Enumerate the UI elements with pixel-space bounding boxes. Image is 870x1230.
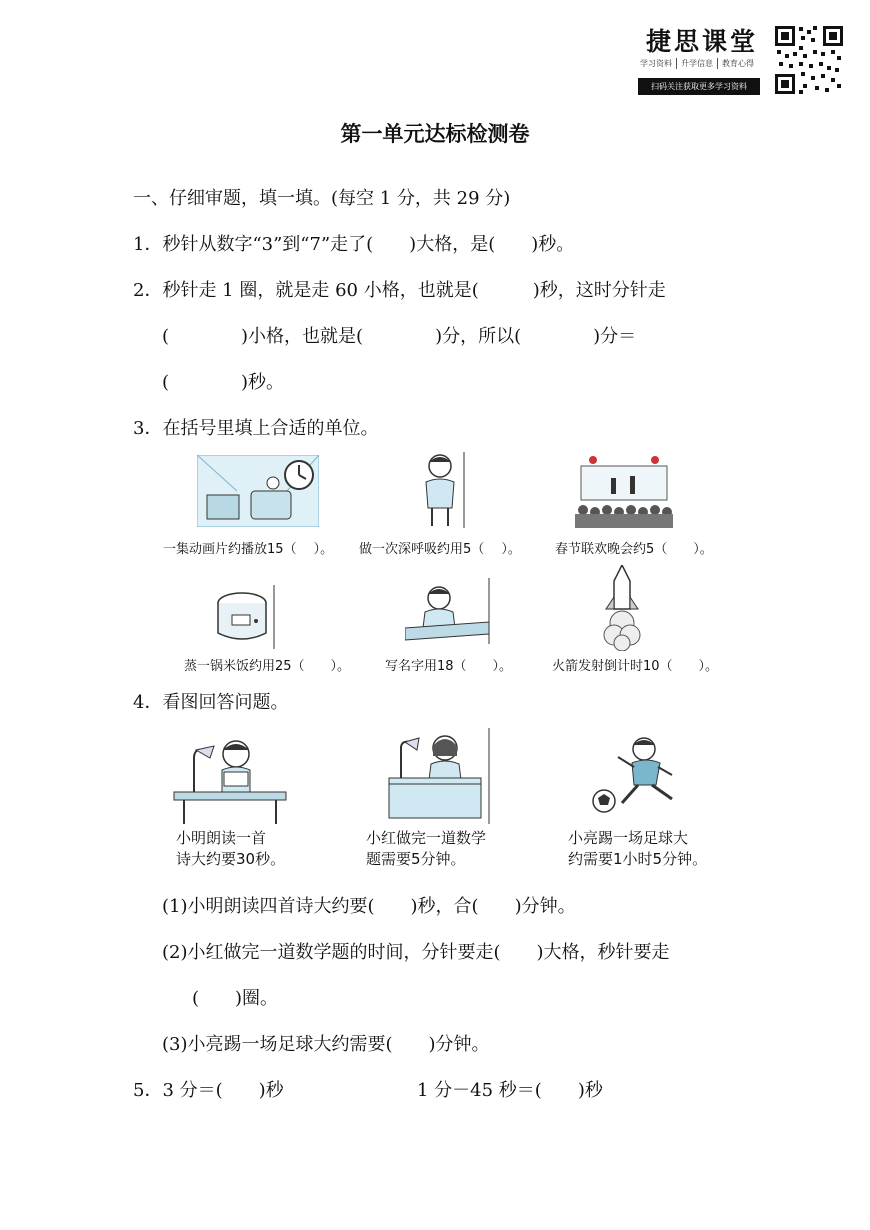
caption-xiaohong [366,828,486,870]
question-5-a: 5．3 分＝( )秒 [133,1080,284,1101]
question-3: 3．在括号里填上合适的单位。 [133,418,379,439]
caption-xiaoliang-line-2: 约需要1小时5分钟。 [568,850,708,868]
question-2-line-1: 2．秒针走 1 圈，就是走 60 小格，也就是( )秒，这时分针走 [133,280,666,301]
question-2-line-3: ( )秒。 [162,372,285,393]
scan-banner: 扫码关注获取更多学习资料 [638,78,760,95]
caption-breath: 做一次深呼吸约用5（ ）。 [359,542,521,557]
boy-playing-soccer-illustration [590,735,690,817]
caption-xiaoming-line-1: 小明朗读一首 [176,829,267,847]
spring-gala-stage-illustration [575,452,673,528]
caption-xiaohong-line-1: 小红做完一道数学 [366,829,487,847]
tag-education: 教育心得 [722,59,754,68]
section-heading: 一、仔细审题，填一填。(每空 1 分，共 29 分) [133,188,511,209]
question-4-part-2-line-1: (2)小红做完一道数学题的时间，分针要走( )大格，秒针要走 [162,942,670,963]
girl-doing-math-illustration [385,728,491,824]
question-4-part-2-line-2: ( )圈。 [192,988,279,1009]
caption-xiaoming-line-2: 诗大约要30秒。 [176,850,286,868]
boy-writing-illustration [405,578,491,644]
caption-rocket: 火箭发射倒计时10（ ）。 [552,659,719,674]
question-4: 4．看图回答问题。 [133,692,289,713]
question-2-line-2: ( )小格，也就是( )分，所以( )分＝ [162,326,637,347]
tag-study: 学习资料 [640,58,677,69]
brand-logo-text: 捷思课堂 [646,27,759,56]
page-title: 第一单元达标检测卷 [340,122,530,146]
caption-rice: 蒸一锅米饭约用25（ ）。 [184,659,351,674]
question-4-part-3: (3)小亮踢一场足球大约需要( )分钟。 [162,1034,490,1055]
rice-cooker-illustration [212,585,280,649]
tag-admission: 升学信息 [681,58,718,69]
boy-reading-illustration [170,728,290,824]
caption-cartoon: 一集动画片约播放15（ ）。 [163,542,334,557]
caption-xiaoliang-line-1: 小亮踢一场足球大 [568,829,689,847]
caption-xiaohong-line-2: 题需要5分钟。 [366,850,466,868]
living-room-tv-illustration [197,455,319,527]
question-1: 1．秒针从数字“3”到“7”走了( )大格，是( )秒。 [133,234,575,255]
brand-tags [640,58,758,69]
caption-xiaoming [176,828,285,870]
boy-breathing-illustration [412,452,472,528]
rocket-launch-icon [598,565,646,651]
caption-gala: 春节联欢晚会约5（ ）。 [555,542,713,557]
question-5-b: 1 分－45 秒＝( )秒 [417,1080,603,1101]
question-4-part-1: (1)小明朗读四首诗大约要( )秒，合( )分钟。 [162,896,576,917]
caption-name: 写名字用18（ ）。 [385,659,513,674]
qr-code-icon [773,24,845,96]
caption-xiaoliang [568,828,707,870]
